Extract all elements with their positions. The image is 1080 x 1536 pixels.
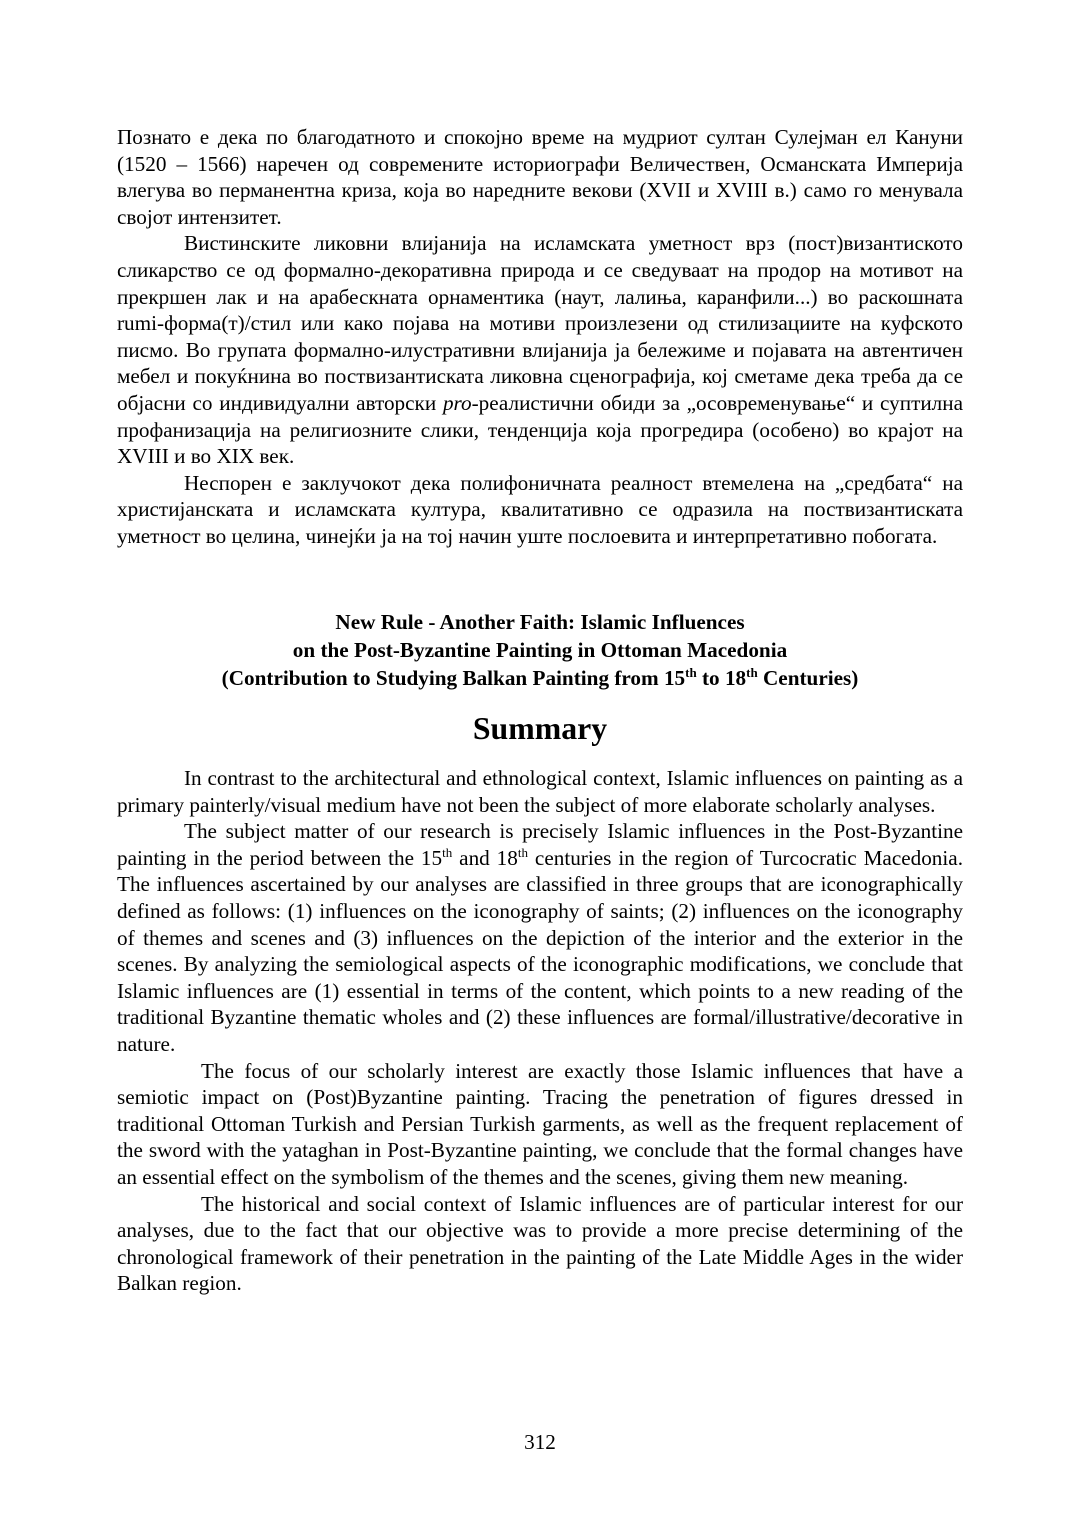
summary-paragraph-2-b: and 18 bbox=[452, 845, 518, 870]
title-line-2: on the Post-Byzantine Painting in Ottoman Macedonia bbox=[292, 637, 788, 662]
mk-paragraph-2 bbox=[117, 230, 963, 469]
title-line-3-sup-1: th bbox=[685, 664, 697, 680]
summary-paragraph-4: The historical and social context of Islamic influences are of particular interest for our analyses, due to the fact that our objective was to provide a more precise determining of the chronological framework of their penetration in the painting of the Late Middle Ages in the wider Balkan region. bbox=[117, 1191, 963, 1296]
summary-paragraph-2-sup-1: th bbox=[442, 844, 453, 860]
section-spacer bbox=[117, 550, 963, 608]
title-line-3-b: to 18 bbox=[696, 665, 747, 690]
summary-paragraph-3: The focus of our scholarly interest are exactly those Islamic influences that have a semiotic impact on (Post)Byzantine painting. Tracing the penetration of figures dressed in traditional Ottoman Turkish and Persian Turkish garments, as well as the frequent replacement of the sword with the yataghan in Post-Byzantine painting, we conclude that the formal changes have an essential effect on the symbolism of the themes and the scenes, giving them new meaning. bbox=[117, 1058, 963, 1189]
title-line-3-a: (Contribution to Studying Balkan Painting from 15 bbox=[221, 665, 686, 690]
english-title bbox=[117, 608, 963, 692]
title-line-3 bbox=[117, 664, 963, 692]
mk-paragraph-1: Познато е дека по благодатното и спокојно време на мудриот султан Сулејман ел Кануни (1520 – 1566) наречен од современите историографи Величествен, Османската Империја влегува во перманентна криза, која во наредните векови (XVII и XVIII в.) само го менувала својот интензитет. bbox=[117, 125, 963, 229]
page-number: 312 bbox=[524, 1430, 556, 1454]
mk-paragraph-2-text-after: -реалистични обиди за „осовременување“ и суптилна профанизација на религиозните слики, тенденција која прогредира (особено) во крајот на XVIII и во XIX век. bbox=[117, 390, 964, 469]
title-line-3-c: Centuries) bbox=[757, 665, 859, 690]
summary-paragraph-2-c: centuries in the region of Turcocratic Macedonia. The influences ascertained by our analyses are classified in three groups that are iconographically defined as follows: (1) influences on the iconography of saints; (2) influences on the iconography of themes and scenes and (3) influences on the depiction of the interior and the exterior in the scenes. By analyzing the semiological aspects of the iconographic modifications, we conclude that Islamic influences are (1) essential in terms of the content, which points to a new reading of the traditional Byzantine thematic wholes and (2) these influences are formal/illustrative/decorative in nature. bbox=[117, 845, 963, 1057]
mk-paragraph-2-italic: pro bbox=[442, 390, 472, 415]
summary-paragraph-1: In contrast to the architectural and ethnological context, Islamic influences on painting as a primary painterly/visual medium have not been the subject of more elaborate scholarly analyses. bbox=[117, 766, 963, 817]
title-line-3-sup-2: th bbox=[746, 664, 758, 680]
title-line-1: New Rule - Another Faith: Islamic Influences bbox=[335, 609, 745, 634]
mk-paragraph-2-text: Вистинските ликовни влијанија на исламската уметност врз (пост)византиското сликарство се од формално-декоративна природа и се сведуваат на продор на мотивот на прекршен лак и на арабескната орнаментика (наут, лалиња, каранфили...) во раскошната rumi-форма(т)/стил или како појава на мотиви произлезени од стилизациите на куфското писмо. Во групата формално-илустративни влијанија ја бележиме и појавата на автентичен мебел и покуќнина во поствизантиската ликовна сценографија, кој сметаме дека треба да се објасни со индивидуални авторски bbox=[117, 231, 963, 415]
summary-paragraph-2 bbox=[117, 818, 963, 1057]
summary-heading: Summary bbox=[472, 710, 608, 746]
mk-paragraph-3: Неспорен е заклучокот дека полифоничната реалност втемелена на „средбата“ на христијанската и исламската култура, квалитативно се одразила на поствизантиската уметност во целина, чинејќи ја на тој начин уште послоевита и интерпретативно побогата. bbox=[117, 470, 963, 548]
summary-paragraph-2-a: The subject matter of our research is precisely Islamic influences in the Post-Byzantine painting in the period between the 15 bbox=[117, 819, 963, 870]
summary-paragraph-2-sup-2: th bbox=[517, 844, 528, 860]
document-page bbox=[117, 124, 963, 1297]
